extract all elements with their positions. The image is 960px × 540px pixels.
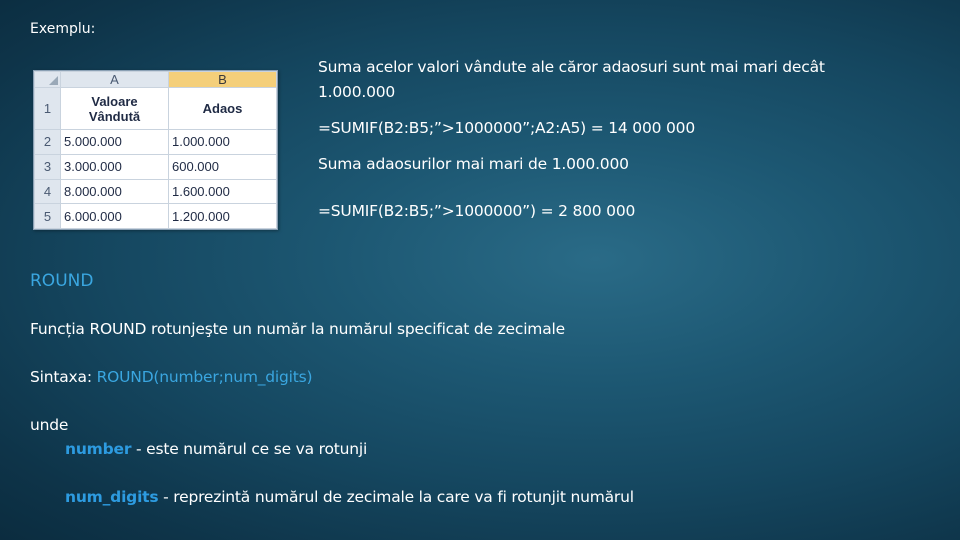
cell-a: 8.000.000 bbox=[61, 179, 169, 204]
param-number-line bbox=[65, 440, 367, 458]
sumif-formula-2: =SUMIF(B2:B5;”>1000000”) = 2 800 000 bbox=[318, 202, 636, 220]
corner-triangle-icon bbox=[49, 76, 58, 85]
column-header-a: A bbox=[61, 72, 169, 88]
param-num-digits-line bbox=[65, 488, 634, 506]
row-header: 3 bbox=[35, 154, 61, 179]
select-all-corner bbox=[35, 72, 61, 88]
header-cell-b: Adaos bbox=[169, 88, 277, 130]
cell-a: 6.000.000 bbox=[61, 204, 169, 229]
cell-b: 1.000.000 bbox=[169, 130, 277, 155]
cell-a: 3.000.000 bbox=[61, 154, 169, 179]
row-header: 4 bbox=[35, 179, 61, 204]
param-num-digits-desc: - reprezintă numărul de zecimale la care va fi rotunjit numărul bbox=[158, 488, 634, 506]
syntax-line bbox=[30, 368, 312, 386]
row-header: 5 bbox=[35, 204, 61, 229]
sumif-formula-1: =SUMIF(B2:B5;”>1000000”;A2:A5) = 14 000 000 bbox=[318, 119, 696, 137]
sum-description-line2: 1.000.000 bbox=[318, 83, 396, 101]
round-title: ROUND bbox=[30, 271, 94, 291]
where-label: unde bbox=[30, 416, 69, 434]
param-number-name: number bbox=[65, 440, 132, 458]
param-num-digits-name: num_digits bbox=[65, 488, 159, 506]
sum-description-line1: Suma acelor valori vândute ale căror adaosuri sunt mai mari decât bbox=[318, 58, 825, 76]
row-header: 1 bbox=[35, 88, 61, 130]
cell-b: 1.600.000 bbox=[169, 179, 277, 204]
header-a-line1: Valoare bbox=[91, 93, 138, 109]
round-description: Funcția ROUND rotunjeşte un număr la numărul specificat de zecimale bbox=[30, 320, 565, 338]
row-header: 2 bbox=[35, 130, 61, 155]
cell-a: 5.000.000 bbox=[61, 130, 169, 155]
sum-adaos-description: Suma adaosurilor mai mari de 1.000.000 bbox=[318, 155, 629, 173]
header-cell-a bbox=[61, 88, 169, 130]
cell-b: 1.200.000 bbox=[169, 204, 277, 229]
header-a-line2: Vândută bbox=[88, 108, 141, 124]
spreadsheet-image bbox=[33, 70, 278, 230]
syntax-label: Sintaxa: bbox=[30, 368, 97, 386]
syntax-value: ROUND(number;num_digits) bbox=[96, 368, 313, 386]
example-heading: Exemplu: bbox=[30, 21, 96, 37]
param-number-desc: - este numărul ce se va rotunji bbox=[131, 440, 368, 458]
cell-b: 600.000 bbox=[169, 154, 277, 179]
column-header-b: B bbox=[169, 72, 277, 88]
